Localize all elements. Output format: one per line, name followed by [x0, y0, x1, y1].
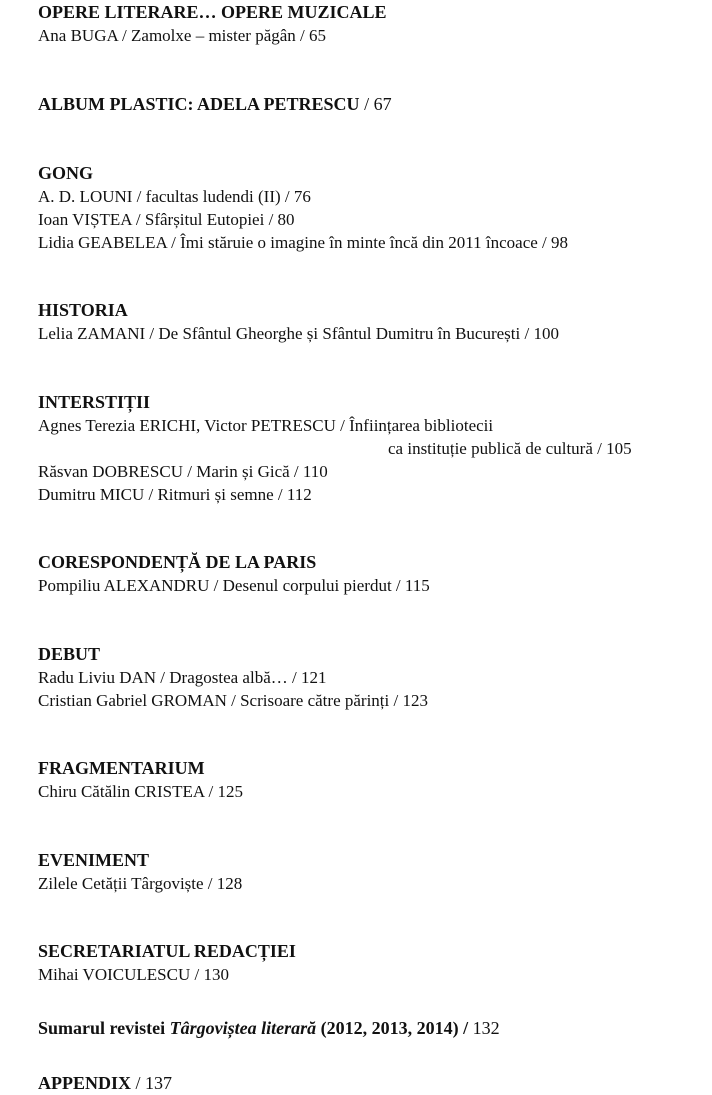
journal-title: Târgoviștea literară — [169, 1018, 317, 1038]
section-fragmentarium — [38, 757, 698, 803]
section-heading: EVENIMENT — [38, 850, 150, 870]
section-sumarul — [38, 1017, 698, 1040]
toc-entry: Cristian Gabriel GROMAN / Scrisoare către părinți / 123 — [38, 691, 428, 710]
section-eveniment — [38, 849, 698, 895]
toc-entry: Agnes Terezia ERICHI, Victor PETRESCU / Înființarea bibliotecii — [38, 416, 494, 435]
toc-entry: Pompiliu ALEXANDRU / Desenul corpului pierdut / 115 — [38, 576, 430, 595]
toc-entry: Radu Liviu DAN / Dragostea albă… / 121 — [38, 668, 327, 687]
section-heading-line — [38, 1017, 698, 1040]
section-heading-rest: (2012, 2013, 2014) / — [316, 1018, 469, 1038]
toc-entry: Ioan VIȘTEA / Sfârșitul Eutopiei / 80 — [38, 210, 295, 229]
section-heading-prefix: Sumarul revistei — [38, 1018, 170, 1038]
section-heading: OPERE LITERARE… OPERE MUZICALE — [38, 2, 387, 22]
toc-entry: A. D. LOUNI / facultas ludendi (II) / 76 — [38, 187, 311, 206]
section-interstitii — [38, 391, 698, 506]
section-album-plastic — [38, 93, 698, 116]
section-heading: FRAGMENTARIUM — [38, 758, 205, 778]
toc-entry-continuation: ca instituție publică de cultură / 105 — [388, 439, 632, 458]
section-secretariatul — [38, 940, 698, 986]
section-heading: APPENDIX — [38, 1073, 131, 1093]
section-corespondenta — [38, 551, 698, 597]
toc-entry: Lelia ZAMANI / De Sfântul Gheorghe și Sfântul Dumitru în București / 100 — [38, 324, 559, 343]
section-heading-line — [38, 1072, 698, 1095]
toc-entry: Dumitru MICU / Ritmuri și semne / 112 — [38, 485, 312, 504]
toc-entry: Zilele Cetății Târgoviște / 128 — [38, 874, 243, 893]
page-number: / 137 — [131, 1073, 173, 1093]
page-number: 132 — [468, 1018, 500, 1038]
section-debut — [38, 643, 698, 712]
page-number: / 67 — [359, 94, 392, 114]
section-historia — [38, 299, 698, 345]
section-heading: SECRETARIATUL REDACȚIEI — [38, 941, 296, 961]
section-gong — [38, 162, 698, 254]
section-opere-literare — [38, 1, 698, 47]
section-heading: DEBUT — [38, 644, 101, 664]
section-appendix — [38, 1072, 698, 1095]
section-heading: ALBUM PLASTIC: ADELA PETRESCU — [38, 94, 360, 114]
section-heading: HISTORIA — [38, 300, 128, 320]
toc-entry: Lidia GEABELEA / Îmi stăruie o imagine în minte încă din 2011 încoace / 98 — [38, 233, 569, 252]
section-heading-line — [38, 93, 698, 116]
section-heading: INTERSTIȚII — [38, 392, 151, 412]
toc-entry: Răsvan DOBRESCU / Marin și Gică / 110 — [38, 462, 328, 481]
section-heading: GONG — [38, 163, 94, 183]
section-heading: CORESPONDENȚĂ DE LA PARIS — [38, 552, 317, 572]
toc-entry: Chiru Cătălin CRISTEA / 125 — [38, 782, 243, 801]
toc-entry: Ana BUGA / Zamolxe – mister păgân / 65 — [38, 26, 327, 45]
toc-entry: Mihai VOICULESCU / 130 — [38, 965, 229, 984]
